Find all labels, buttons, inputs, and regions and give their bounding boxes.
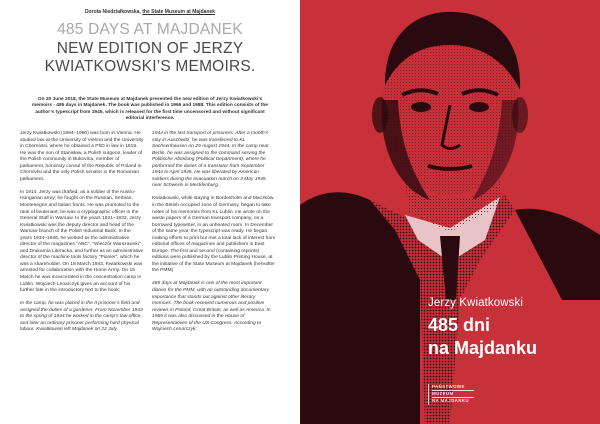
- book-cover: [300, 0, 600, 424]
- article-lead: On 20 June 2018, the State Museum at Majdanek presented the new edition of Jerzy Kwiatkowski’s memoirs - 485 days in Majdanek. The book was published in 1966 and 1988. This edition consists of the author’s typescript from 1945, which is released for the first time uncensored and without significant editorial interference.: [32, 97, 268, 122]
- byline: [0, 9, 300, 15]
- logo-line: PAŃSTWOWE: [432, 384, 474, 391]
- article-title: [0, 40, 300, 75]
- portrait-image: [300, 0, 600, 424]
- paragraph: Jerzy Kwiatkowski (1894–1980) was born in Vienna. He studied law at the University of Vienna and the University in Chernivtsi, where he obtained a PhD in law in 1919. He was the son of Stanisław, a Polish surgeon, leader of the Polish community in Bukovina, member of parliament, honorary consul of the Republic of Poland in Chernivtsi and the only Polish senator in the Romanian parliament.: [20, 131, 144, 182]
- museum-logo: [428, 384, 474, 405]
- article-title-line-2: NEW EDITION OF JERZY: [56, 40, 244, 57]
- byline-author: Dorota Niedziałkowska,: [84, 9, 143, 15]
- paragraph: In 1914, Jerzy was drafted, as a soldier of the Austro-Hungarian army; he fought on the Russian, Serbian, Montenegrin and Italian fronts. He was promoted to the rank of lieutenant; he was a cryptographic officer in the General Staff in Warsaw. In the years 1921–1933, Jerzy Kwiatkowski was the deputy director and head of the Warsaw branch of the Polish Industrial Bank. In the years 1934–1936, he worked as the administrative director of the magazines “ABC”, “Wieczór Warszawski” and Drukarnia Literacka, and further as an administrative director of the machine tools factory “Pionier”, which he was a shareholder. On 18 March 1943, Kwiatkowski was arrested for collaboration with the Home Army. On 15 March he was incarcerated in the concentration camp in Lublin. Wojciech Lenarczyk gives an account of his further fate in the introductory text to the book:: [20, 189, 144, 294]
- quote-paragraph: 485 days at Majdanek is one of the most important diaries for the PMM, with an outstanding documentary importance that stands out against other literary memoirs. The book received numerous and positive reviews in Poland, Great Britain, as well as America. In 1969 it was also discussed in the House of Representatives of the US Congress. According to Wojciech Lenarczyk:: [152, 281, 271, 333]
- article-column-2: [152, 131, 276, 340]
- byline-organization-link[interactable]: the State Museum at Majdanek: [142, 9, 216, 15]
- article-title-line-3: KWIATKOWSKI’S MEMOIRS.: [44, 57, 256, 75]
- book-author: Jerzy Kwiatkowski: [428, 297, 523, 309]
- book-title-line-2: na Majdanku: [428, 338, 538, 358]
- paragraph: Kwiatkowski, while staying in Bordesholm and Maczków, in the British occupied zone of Germany, began to take notes of his memories from KL Lublin. He wrote on the waste papers of a German transport company, on a borrowed typewriter, in an unheated room. In December of the same year, the typescript was ready. He began making efforts to print but met a total lack of interest from editorial offices of magazines and publishers in East Europe. The first and second (containing reprints) editions were published by the Lublin Printing House, at the initiative of the State Museum at Majdanek (hereafter the PMM): [152, 196, 276, 274]
- article-title-line-1: 485 DAYS AT MAJDANEK: [57, 21, 243, 38]
- quote-paragraph: 1944 in the last transport of prisoners. After a month’s stay in Auschwitz, he was transferred to KL Sachsenhausen on 29 August 1944. In the camp near Berlin, he was assigned to the command serving the Politische Abteilung (Political Department), where he performed the duties of a translator from September 1944 to April 1945. He was liberated by American soldiers during the evacuation march on 3 May 1945 near Schwerin in Mecklenburg.: [152, 131, 269, 189]
- article-column-1: [20, 131, 144, 340]
- quote-paragraph: In the camp, he was placed in the II prisoner’s field and assigned the duties of a gardener. From November 1943 to the spring of 1944 he worked in the camp’s law office, and later an ordinary prisoner performing hard physical labour. Kwiatkowski left Majdanek on 22 July: [20, 301, 143, 333]
- logo-line: NA MAJDANKU: [432, 398, 469, 404]
- book-title-line-1: 485 dni: [428, 315, 491, 335]
- logo-line: MUZEUM: [432, 391, 474, 398]
